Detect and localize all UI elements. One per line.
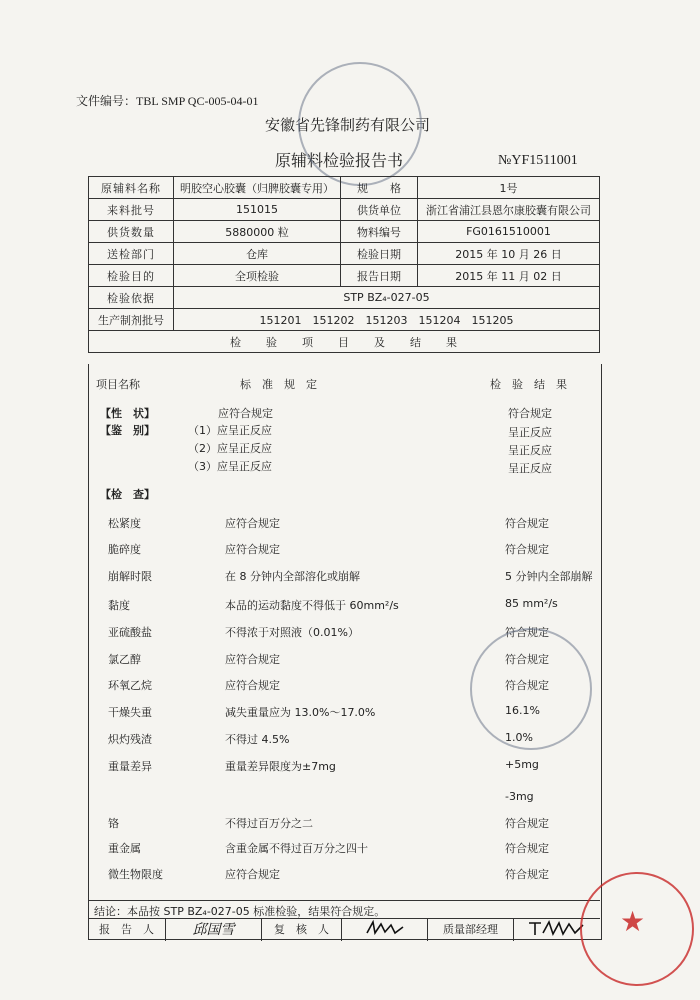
lot-label: 来料批号 [89, 199, 174, 221]
material-no-label: 物料编号 [341, 221, 418, 243]
test-standard: 应符合规定 [225, 868, 280, 881]
test-result: 1.0% [505, 731, 533, 744]
basis-value: STP BZ₄-027-05 [174, 287, 600, 309]
purpose-label: 检验目的 [89, 265, 174, 287]
id-result-3: 呈正反应 [508, 462, 552, 475]
appearance-standard: 应符合规定 [218, 407, 273, 420]
lot-value: 151015 [174, 199, 341, 221]
test-standard: 不得浓于对照液（0.01%） [225, 626, 359, 639]
test-result: 符合规定 [505, 817, 549, 830]
results-heading: 检 验 项 目 及 结 果 [89, 331, 600, 353]
test-name: 崩解时限 [108, 570, 152, 583]
conclusion: 结论：本品按 STP BZ₄-027-05 标准检验，结果符合规定。 [88, 900, 600, 922]
test-name: 铬 [108, 817, 119, 830]
test-standard: 在 8 分钟内全部溶化或崩解 [225, 570, 360, 583]
basis-label: 检验依据 [89, 287, 174, 309]
test-result: 符合规定 [505, 517, 549, 530]
id-standard-1: （1）应呈正反应 [188, 424, 272, 437]
test-standard: 应符合规定 [225, 517, 280, 530]
id-standard-3: （3）应呈正反应 [188, 460, 272, 473]
test-name: 环氧乙烷 [108, 679, 152, 692]
test-date-label: 检验日期 [341, 243, 418, 265]
spec-label: 规 格 [341, 177, 418, 199]
test-standard: 本品的运动黏度不得低于 60mm²/s [225, 599, 399, 612]
reporter-signature: 邱国雪 [166, 919, 262, 941]
qa-label: 质量部经理 [428, 919, 514, 941]
inspection-label: 【检 查】 [100, 488, 155, 501]
company-seal [298, 62, 422, 186]
id-result-2: 呈正反应 [508, 444, 552, 457]
dept-label: 送检部门 [89, 243, 174, 265]
test-date-value: 2015 年 10 月 26 日 [418, 243, 600, 265]
test-result: 85 mm²/s [505, 597, 558, 610]
dept-value: 仓库 [174, 243, 341, 265]
identification-label: 【鉴 别】 [100, 424, 155, 437]
test-result: -3mg [505, 790, 534, 803]
test-name: 黏度 [108, 599, 130, 612]
test-result: 符合规定 [505, 543, 549, 556]
test-name: 脆碎度 [108, 543, 141, 556]
test-standard: 减失重量应为 13.0%～17.0% [225, 706, 376, 719]
material-name: 明胶空心胶囊（归脾胶囊专用） [174, 177, 341, 199]
test-result: +5mg [505, 758, 539, 771]
reviewer-label: 复 核 人 [262, 919, 342, 941]
col-head-result: 检 验 结 果 [490, 378, 567, 391]
test-standard: 重量差异限度为±7mg [225, 760, 336, 773]
supplier-label: 供货单位 [341, 199, 418, 221]
test-standard: 含重金属不得过百万分之四十 [225, 842, 368, 855]
test-name: 亚硫酸盐 [108, 626, 152, 639]
qty-label: 供货数量 [89, 221, 174, 243]
material-no-value: FG0161510001 [418, 221, 600, 243]
id-standard-2: （2）应呈正反应 [188, 442, 272, 455]
qa-seal [470, 628, 592, 750]
batch-values: 151201 151202 151203 151204 151205 [174, 309, 600, 331]
report-date-value: 2015 年 11 月 02 日 [418, 265, 600, 287]
test-result: 符合规定 [505, 653, 549, 666]
report-date-label: 报告日期 [341, 265, 418, 287]
test-name: 微生物限度 [108, 868, 163, 881]
supplier-value: 浙江省浦江县恩尔康胶囊有限公司 [418, 199, 600, 221]
purpose-value: 全项检验 [174, 265, 341, 287]
id-result-1: 呈正反应 [508, 426, 552, 439]
spec-value: 1号 [418, 177, 600, 199]
test-result: 符合规定 [505, 679, 549, 692]
test-result: 符合规定 [505, 842, 549, 855]
test-name: 干燥失重 [108, 706, 152, 719]
material-name-label: 原辅料名称 [89, 177, 174, 199]
qa-scribble [527, 919, 587, 937]
test-name: 重量差异 [108, 760, 152, 773]
report-serial: №YF1511001 [498, 153, 578, 168]
test-name: 松紧度 [108, 517, 141, 530]
test-standard: 应符合规定 [225, 543, 280, 556]
col-head-standard: 标 准 规 定 [240, 378, 317, 391]
report-title: 原辅料检验报告书 [275, 151, 404, 170]
test-result: 16.1% [505, 704, 540, 717]
reviewer-signature [342, 919, 428, 941]
test-result: 符合规定 [505, 626, 549, 639]
test-standard: 不得过 4.5% [225, 733, 290, 746]
test-name: 重金属 [108, 842, 141, 855]
reporter-label: 报 告 人 [88, 919, 166, 941]
test-standard: 应符合规定 [225, 679, 280, 692]
reviewer-scribble [365, 919, 405, 937]
test-result: 符合规定 [505, 868, 549, 881]
appearance-label: 【性 状】 [100, 407, 155, 420]
test-name: 炽灼残渣 [108, 733, 152, 746]
qty-value: 5880000 粒 [174, 221, 341, 243]
company-name: 安徽省先锋制药有限公司 [265, 116, 431, 134]
appearance-result: 符合规定 [508, 407, 552, 420]
document-number: 文件编号：TBL SMP QC-005-04-01 [76, 94, 259, 108]
col-head-item: 项目名称 [96, 378, 140, 391]
test-result: 5 分钟内全部崩解 [505, 570, 593, 583]
info-table [88, 176, 600, 353]
test-name: 氯乙醇 [108, 653, 141, 666]
seal-star-icon: ★ [620, 905, 646, 938]
batch-label: 生产制剂批号 [89, 309, 174, 331]
signature-row [88, 918, 600, 941]
test-standard: 不得过百万分之二 [225, 817, 313, 830]
test-standard: 应符合规定 [225, 653, 280, 666]
